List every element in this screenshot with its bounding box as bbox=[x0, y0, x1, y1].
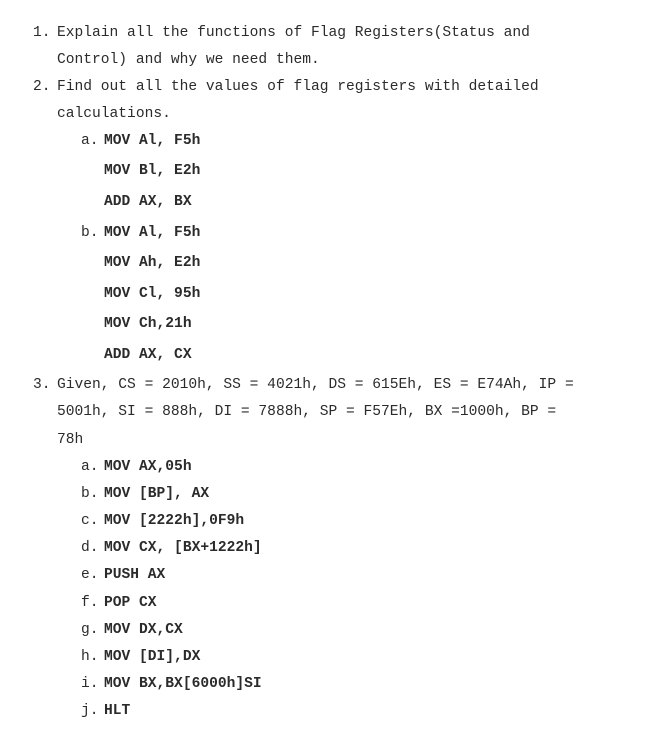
subpart-label: a. bbox=[81, 459, 99, 475]
code-line: POP CX bbox=[104, 595, 157, 611]
code-line: MOV Bl, E2h bbox=[104, 163, 201, 179]
subpart-label: b. bbox=[81, 486, 99, 502]
question-text-line: 5001h, SI = 888h, DI = 7888h, SP = F57Eh, BX =1000h, BP = bbox=[57, 404, 557, 420]
code-line: MOV Ch,21h bbox=[104, 316, 192, 332]
question-number: 3. bbox=[33, 377, 51, 393]
code-line: HLT bbox=[104, 703, 131, 719]
question-text-line: Control) and why we need them. bbox=[57, 52, 320, 68]
subpart-label: e. bbox=[81, 567, 99, 583]
subpart-label: h. bbox=[81, 649, 99, 665]
code-line: MOV CX, [BX+1222h] bbox=[104, 540, 262, 556]
subpart-label: f. bbox=[81, 595, 99, 611]
code-line: MOV Cl, 95h bbox=[104, 286, 201, 302]
subpart-label: j. bbox=[81, 703, 99, 719]
code-line: MOV Al, F5h bbox=[104, 133, 201, 149]
code-line: MOV [2222h],0F9h bbox=[104, 513, 245, 529]
subpart-label: i. bbox=[81, 676, 99, 692]
code-line: MOV AX,05h bbox=[104, 459, 192, 475]
code-line: MOV Ah, E2h bbox=[104, 255, 201, 271]
code-line: MOV Al, F5h bbox=[104, 225, 201, 241]
subpart-label: a. bbox=[81, 133, 99, 149]
question-text-line: Explain all the functions of Flag Registers(Status and bbox=[57, 25, 530, 41]
code-line: MOV DX,CX bbox=[104, 622, 183, 638]
question-text-line: Given, CS = 2010h, SS = 4021h, DS = 615Eh, ES = E74Ah, IP = bbox=[57, 377, 574, 393]
code-line: ADD AX, CX bbox=[104, 347, 192, 363]
question-text-line: 78h bbox=[57, 432, 84, 448]
code-line: PUSH AX bbox=[104, 567, 166, 583]
question-text-line: Find out all the values of flag registers with detailed bbox=[57, 79, 539, 95]
code-line: MOV [DI],DX bbox=[104, 649, 201, 665]
question-text-line: calculations. bbox=[57, 106, 171, 122]
code-line: ADD AX, BX bbox=[104, 194, 192, 210]
subpart-label: b. bbox=[81, 225, 99, 241]
subpart-label: d. bbox=[81, 540, 99, 556]
subpart-label: g. bbox=[81, 622, 99, 638]
code-line: MOV BX,BX[6000h]SI bbox=[104, 676, 262, 692]
question-number: 1. bbox=[33, 25, 51, 41]
subpart-label: c. bbox=[81, 513, 99, 529]
code-line: MOV [BP], AX bbox=[104, 486, 210, 502]
question-number: 2. bbox=[33, 79, 51, 95]
